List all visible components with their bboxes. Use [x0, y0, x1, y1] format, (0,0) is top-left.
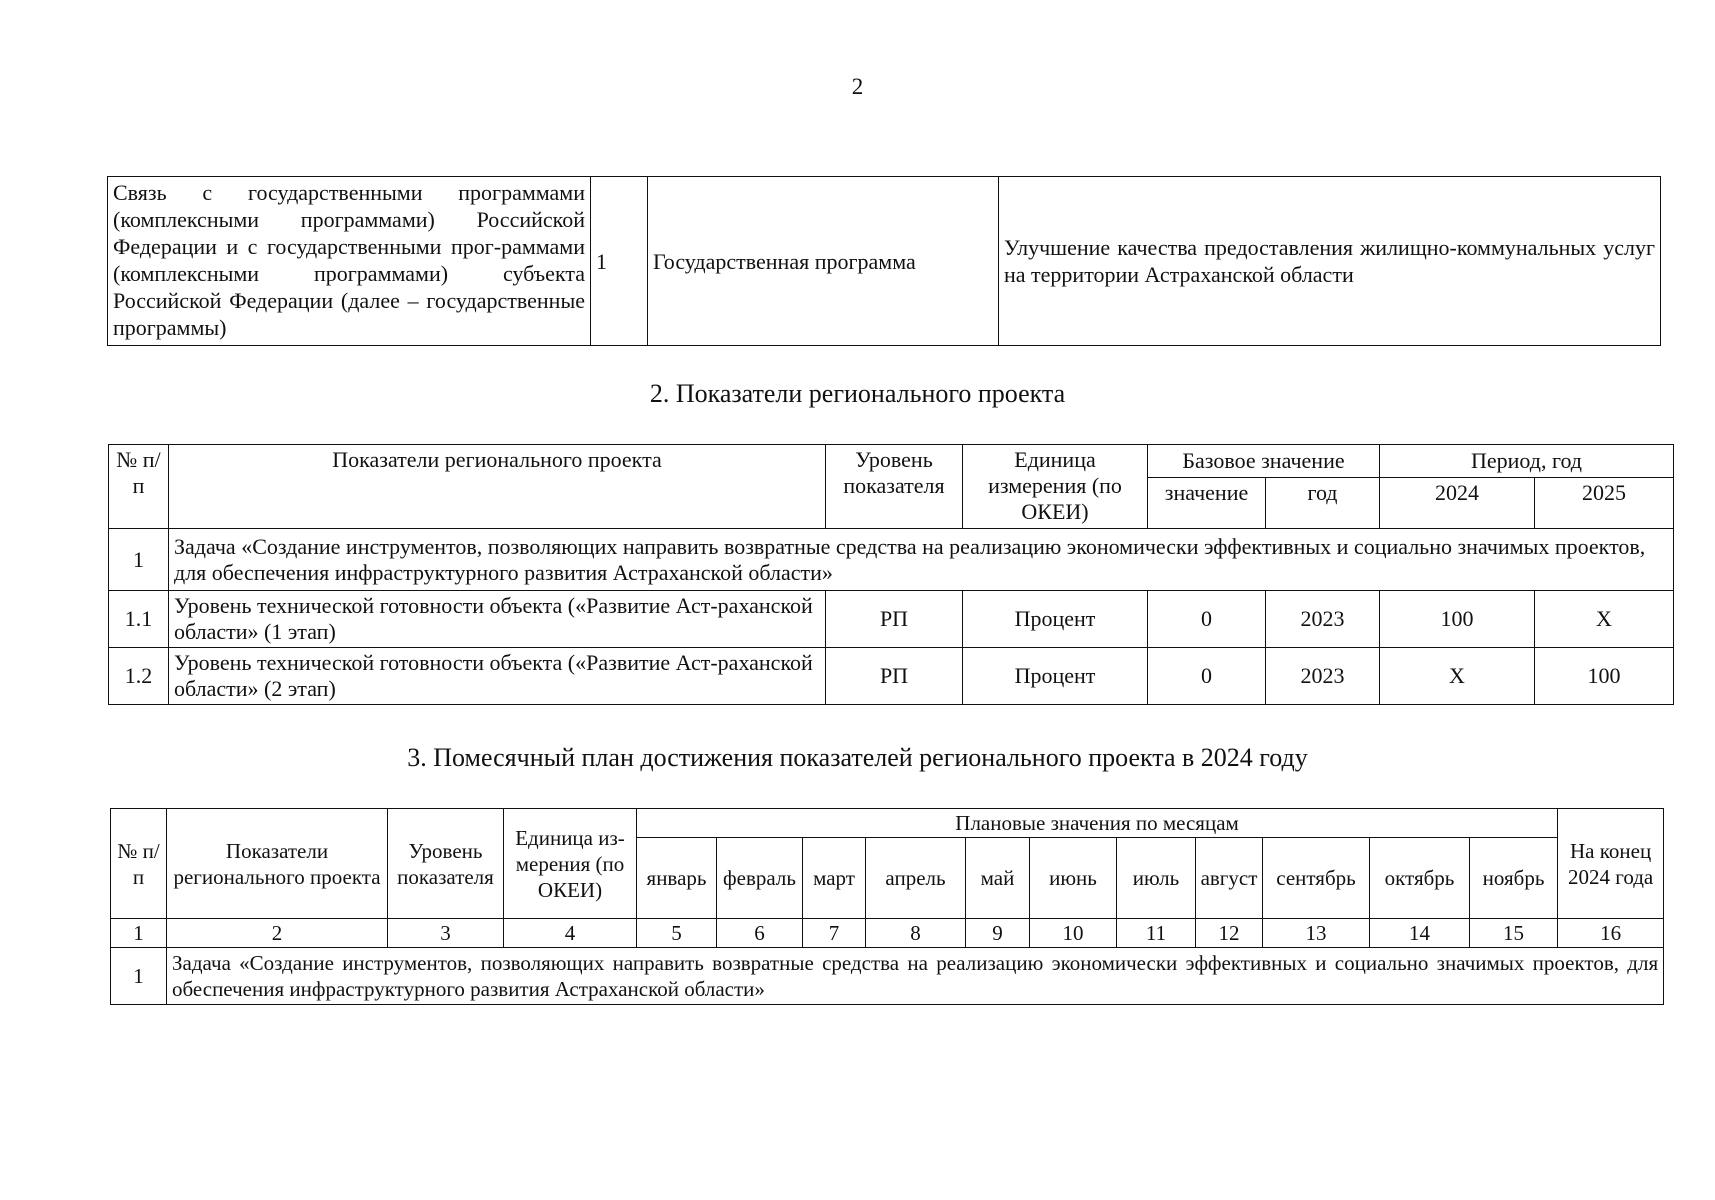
link-type-cell: Государственная программа — [648, 177, 999, 346]
table-row — [108, 177, 1661, 346]
row-2025: X — [1535, 591, 1674, 648]
col-number: 3 — [388, 919, 504, 948]
header-base-year: год — [1266, 478, 1380, 529]
col-number: 7 — [803, 919, 866, 948]
task-row — [109, 529, 1674, 591]
row-base-value: 0 — [1148, 648, 1266, 705]
table-header-row — [109, 445, 1674, 478]
header-planned-values: Плановые значения по месяцам — [637, 809, 1558, 838]
header-indicator: Показатели регионального проекта — [167, 809, 388, 919]
row-indicator: Уровень технической готовности объекта («Развитие Аст-раханской области» (1 этап) — [169, 591, 826, 648]
header-base: Базовое значение — [1148, 445, 1380, 478]
indicators-table — [108, 444, 1674, 705]
header-2025: 2025 — [1535, 478, 1674, 529]
col-number: 9 — [966, 919, 1030, 948]
header-month-aug: август — [1196, 838, 1263, 919]
col-number: 2 — [167, 919, 388, 948]
section3-title: 3. Помесячный план достижения показателей регионального проекта в 2024 году — [407, 743, 1308, 772]
link-label-cell: Связь с государственными программами (комплексными программами) Российской Федерации и с государственными прог-раммами (комплексными программами) субъекта Российской Федерации (далее – государственные программы) — [108, 177, 591, 346]
row-num: 1.1 — [109, 591, 169, 648]
row-num: 1.2 — [109, 648, 169, 705]
header-num: № п/п — [111, 809, 167, 919]
column-number-row — [111, 919, 1664, 948]
col-number: 14 — [1370, 919, 1470, 948]
header-month-may: май — [966, 838, 1030, 919]
table-header-row — [111, 809, 1664, 838]
row-indicator: Уровень технической готовности объекта («Развитие Аст-раханской области» (2 этап) — [169, 648, 826, 705]
col-number: 5 — [637, 919, 717, 948]
col-number: 10 — [1030, 919, 1117, 948]
col-number: 12 — [1196, 919, 1263, 948]
row-2024: X — [1380, 648, 1535, 705]
header-level: Уровень показателя — [388, 809, 504, 919]
link-program-name-cell: Улучшение качества предоставления жилищно-коммунальных услуг на территории Астраханской области — [999, 177, 1661, 346]
header-period: Период, год — [1380, 445, 1674, 478]
header-num: № п/п — [109, 445, 169, 529]
section2-title: 2. Показатели регионального проекта — [649, 379, 1066, 408]
header-month-nov: ноябрь — [1470, 838, 1558, 919]
table-row — [109, 648, 1674, 705]
row-level: РП — [826, 648, 963, 705]
table-row — [109, 591, 1674, 648]
task-text: Задача «Создание инструментов, позволяющих направить возвратные средства на реализацию экономически эффективных и социально значимых проектов, для обеспечения инфраструктурного развития Астраханской области» — [167, 948, 1664, 1005]
col-number: 16 — [1558, 919, 1664, 948]
col-number: 6 — [717, 919, 803, 948]
col-number: 8 — [866, 919, 966, 948]
header-base-value: значение — [1148, 478, 1266, 529]
header-unit: Единица измерения (по ОКЕИ) — [963, 445, 1148, 529]
row-level: РП — [826, 591, 963, 648]
col-number: 11 — [1117, 919, 1196, 948]
task-num: 1 — [109, 529, 169, 591]
row-unit: Процент — [963, 591, 1148, 648]
row-2025: 100 — [1535, 648, 1674, 705]
task-text: Задача «Создание инструментов, позволяющих направить возвратные средства на реализацию экономически эффективных и социально значимых проектов, для обеспечения инфраструктурного развития Астраханской области» — [169, 529, 1674, 591]
link-num-cell: 1 — [591, 177, 648, 346]
header-end-of-year: На конец 2024 года — [1558, 809, 1664, 919]
row-2024: 100 — [1380, 591, 1535, 648]
state-program-link-table — [107, 176, 1661, 346]
header-level: Уровень показателя — [826, 445, 963, 529]
header-month-apr: апрель — [866, 838, 966, 919]
header-unit: Единица из-мерения (по ОКЕИ) — [504, 809, 637, 919]
row-base-year: 2023 — [1266, 591, 1380, 648]
task-num: 1 — [111, 948, 167, 1005]
monthly-plan-table — [110, 808, 1664, 1005]
header-month-jul: июль — [1117, 838, 1196, 919]
col-number: 1 — [111, 919, 167, 948]
page-number: 2 — [851, 74, 864, 99]
col-number: 13 — [1263, 919, 1370, 948]
col-number: 15 — [1470, 919, 1558, 948]
header-month-oct: октябрь — [1370, 838, 1470, 919]
row-unit: Процент — [963, 648, 1148, 705]
header-month-mar: март — [803, 838, 866, 919]
header-2024: 2024 — [1380, 478, 1535, 529]
header-month-jun: июнь — [1030, 838, 1117, 919]
header-month-feb: февраль — [717, 838, 803, 919]
task-row — [111, 948, 1664, 1005]
col-number: 4 — [504, 919, 637, 948]
header-month-jan: январь — [637, 838, 717, 919]
header-month-sep: сентябрь — [1263, 838, 1370, 919]
row-base-year: 2023 — [1266, 648, 1380, 705]
row-base-value: 0 — [1148, 591, 1266, 648]
header-indicator: Показатели регионального проекта — [169, 445, 826, 529]
